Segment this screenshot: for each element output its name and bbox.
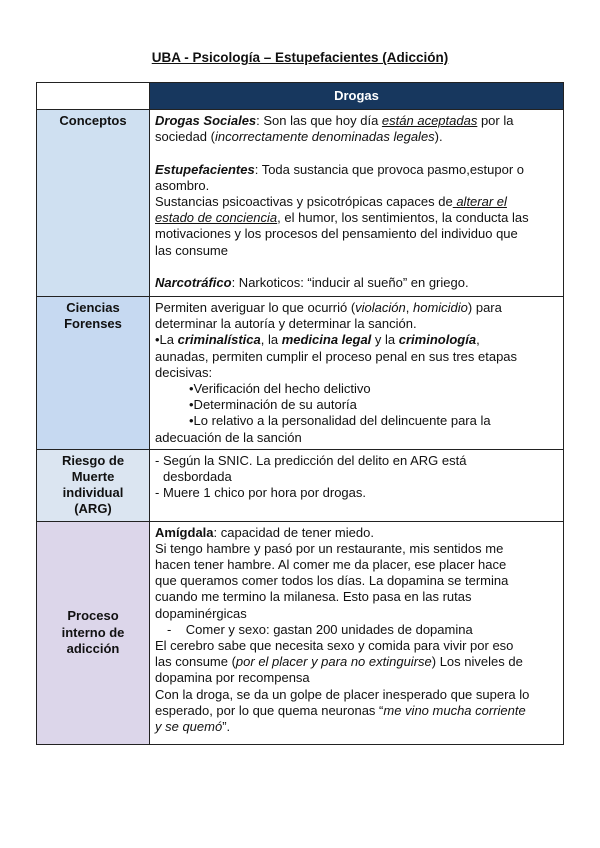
row-content [150,110,564,297]
text-line [155,606,558,622]
text-segment: - Comer y sexo: gastan 200 unidades de dopamina [167,621,473,637]
text-segment: y se quemó [155,719,223,735]
text-line [155,178,558,194]
text-segment: : Narkoticos: “inducir al sueño” en griego. [231,275,469,290]
table-row [37,449,564,521]
text-segment: : Son las que hoy día [256,113,382,128]
text-segment: Amígdala [155,524,214,540]
text-segment: medicina legal [281,332,372,348]
row-label [37,449,150,521]
row-label-line: (ARG) [74,501,112,517]
text-segment: : capacidad de tener miedo. [213,524,374,540]
text-line [155,349,558,365]
text-segment: ). [434,129,443,145]
row-label-line: Forenses [64,316,122,332]
text-line [155,573,558,589]
text-segment: violación [355,300,406,315]
text-line [155,485,558,501]
text-line [155,275,558,291]
text-segment: , [476,332,480,348]
text-line [155,243,558,259]
row-content [150,297,564,450]
table-row [37,297,564,450]
text-segment: que queramos comer todos los días. La dopamina se termina [155,573,509,589]
text-segment: estado de conciencia [155,210,278,226]
text-segment: adecuación de la sanción [155,429,302,445]
text-segment: ) Los niveles de [431,654,523,670]
text-segment: ) para [467,300,502,315]
text-segment: alterar el [452,194,507,209]
text-line [155,129,558,145]
text-segment: cuando me termino la milanesa. Esto pasa en las rutas [155,589,472,605]
text-segment: Narcotráfico [155,275,232,290]
text-line [155,622,558,638]
text-segment: sociedad ( [155,129,215,145]
text-segment: incorrectamente denominadas legales [214,129,435,145]
text-segment: criminalística [177,332,261,348]
text-segment: •La [155,332,178,348]
text-line [155,654,558,670]
text-line [155,365,558,381]
text-segment: •Verificación del hecho delictivo [189,381,371,397]
text-line [155,413,558,429]
text-segment: Sustancias psicoactivas y psicotrópicas capaces de [155,194,453,209]
row-label-line: interno de [61,624,125,640]
drugs-table [36,82,564,745]
text-segment: aunadas, permiten cumplir el proceso penal en sus tres etapas [155,348,518,364]
text-line [155,162,558,178]
text-segment: hacen tener hambre. Al comer me da placer, ese placer hace [155,557,507,573]
text-segment: motivaciones y los procesos del pensamiento del individuo que [155,226,518,242]
text-segment: me vino mucha corriente [383,702,526,718]
text-segment: por el placer y para no extinguirse [235,654,432,670]
text-segment: •Determinación de su autoría [189,397,357,413]
text-line [155,525,558,541]
table-row [37,110,564,297]
row-content [150,449,564,521]
text-segment: , la [260,332,282,348]
text-segment: Si tengo hambre y pasó por un restaurante, mis sentidos me [155,540,504,556]
text-segment: - Según la SNIC. La predicción del delito en ARG está [155,452,467,468]
header-drogas: Drogas [150,83,564,110]
row-label [37,521,150,744]
text-line [155,703,558,719]
text-line [155,332,558,348]
text-segment: Permiten averiguar lo que ocurrió ( [155,300,356,315]
row-label-line: Conceptos [59,113,127,128]
text-line [155,226,558,242]
text-segment: , [405,300,413,315]
text-line [155,113,558,129]
text-segment: las consume ( [155,654,236,670]
document-title: UBA - Psicología – Estupefacientes (Adicción) [151,50,449,65]
text-line [155,210,558,226]
text-segment: - Muere 1 chico por hora por drogas. [155,485,366,501]
text-segment: : Toda sustancia que provoca pasmo,estupor o [254,161,525,177]
row-label-line: Riesgo de [61,452,125,468]
text-line [155,687,558,703]
text-line [155,194,558,210]
text-line [155,541,558,557]
row-label [37,110,150,297]
text-segment: Drogas Sociales [155,113,257,128]
row-content [150,521,564,744]
text-segment: esperado, por lo que quema neuronas “ [155,702,384,718]
text-segment: y la [371,332,399,348]
text-segment: •Lo relativo a la personalidad del delincuente para la [189,413,491,429]
text-line [155,430,558,446]
row-label-line: Proceso [67,608,119,624]
header-row [37,83,564,110]
paragraph-gap [155,145,558,161]
text-line [155,589,558,605]
row-label [37,297,150,450]
row-label-line: Muerte [71,469,115,485]
text-line [155,638,558,654]
row-label-line: Ciencias [66,300,120,315]
row-label-line: individual [62,485,124,501]
text-segment: determinar la autoría y determinar la sanción. [155,316,417,332]
paragraph-gap [155,259,558,275]
row-label-line: adicción [66,640,120,656]
text-line [155,719,558,735]
text-segment: criminología [398,332,477,348]
text-line [155,453,558,469]
text-segment: por la [477,113,514,128]
text-line [155,670,558,686]
text-segment: Con la droga, se da un golpe de placer inesperado que supera lo [155,686,530,702]
text-segment: ”. [222,719,231,735]
text-line [155,397,558,413]
text-line [155,557,558,573]
text-segment: dopamina por recompensa [155,670,310,686]
text-segment: decisivas: [155,364,213,380]
text-segment: asombro. [155,177,210,193]
text-line [155,381,558,397]
text-segment: las consume [155,242,228,258]
text-segment: El cerebro sabe que necesita sexo y comida para vivir por eso [155,638,514,654]
text-line [155,300,558,316]
text-segment: dopaminérgicas [155,605,247,621]
text-line [155,469,558,485]
text-segment: desbordada [163,469,232,485]
table-row [37,521,564,744]
text-segment: , el humor, los sentimientos, la conducta las [277,210,529,226]
text-segment: están aceptadas [381,113,478,128]
text-segment: homicidio [412,300,468,315]
text-segment: Estupefacientes [155,161,255,177]
header-blank-cell [37,83,150,110]
text-line [155,316,558,332]
